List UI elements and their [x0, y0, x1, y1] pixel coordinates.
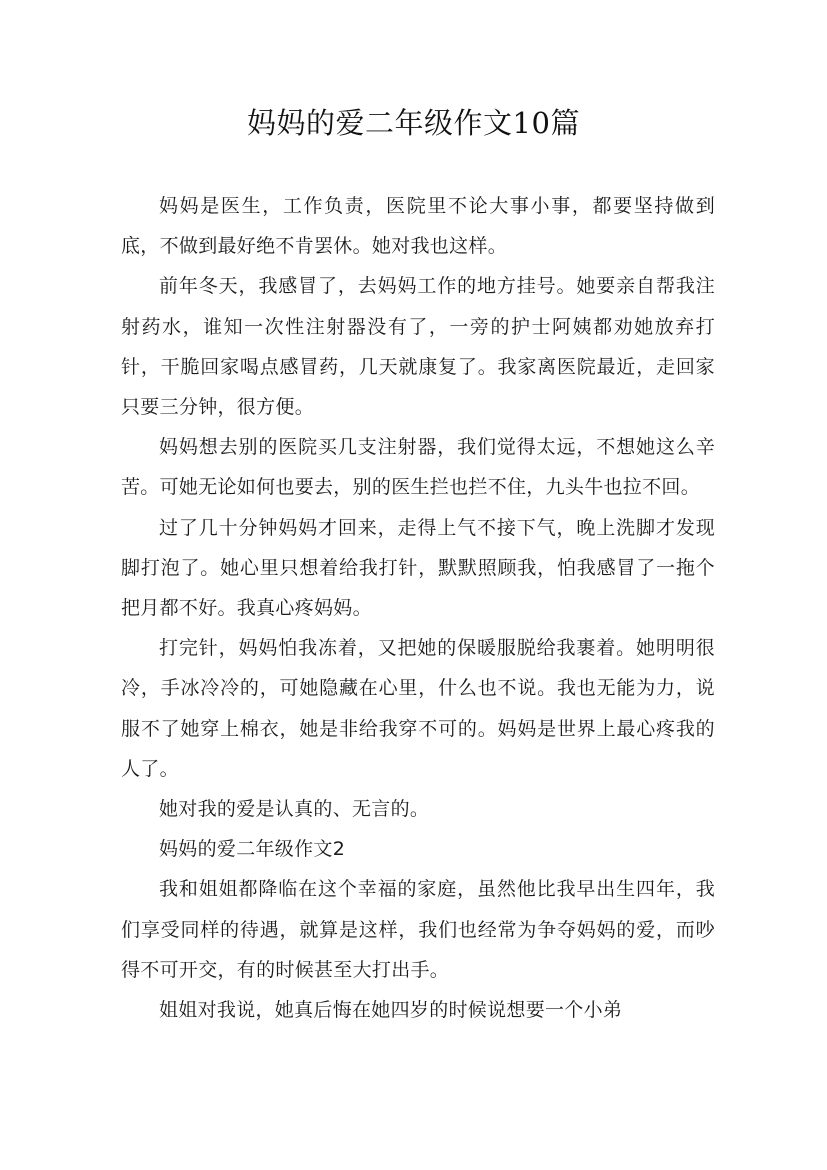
paragraph: 妈妈是医生，工作负责，医院里不论大事小事，都要坚持做到底，不做到最好绝不肯罢休。她对我也这样。: [121, 195, 715, 258]
paragraph: 妈妈想去别的医院买几支注射器，我们觉得太远，不想她这么辛苦。可她无论如何也要去，别的医生拦也拦不住，九头牛也拉不回。: [121, 436, 715, 499]
paragraph: 我和姐姐都降临在这个幸福的家庭，虽然他比我早出生四年，我们享受同样的待遇，就算是这样，我们也经常为争夺妈妈的爱，而吵得不可开交，有的时候甚至大打出手。: [121, 878, 715, 981]
section-heading: 妈妈的爱二年级作文2: [159, 838, 346, 861]
paragraph: 她对我的爱是认真的、无言的。: [159, 798, 430, 821]
paragraph: 前年冬天，我感冒了，去妈妈工作的地方挂号。她要亲自帮我注射药水，谁知一次性注射器没有了，一旁的护士阿姨都劝她放弃打针，干脆回家喝点感冒药，几天就康复了。我家离医院最近，走回家只要三分钟，很方便。: [121, 275, 715, 419]
document-body: [121, 186, 715, 1030]
paragraph: 打完针，妈妈怕我冻着，又把她的保暖服脱给我裹着。她明明很冷，手冰冷冷的，可她隐藏在心里，什么也不说。我也无能为力，说服不了她穿上棉衣，她是非给我穿不可的。妈妈是世界上最心疼我的人了。: [121, 637, 715, 780]
document-title: 妈妈的爱二年级作文10篇: [247, 106, 580, 140]
paragraph: 过了几十分钟妈妈才回来，走得上气不接下气，晚上洗脚才发现脚打泡了。她心里只想着给我打针，默默照顾我，怕我感冒了一拖个把月都不好。我真心疼妈妈。: [121, 516, 715, 620]
paragraph: 姐姐对我说，她真后悔在她四岁的时候说想要一个小弟: [159, 999, 623, 1022]
